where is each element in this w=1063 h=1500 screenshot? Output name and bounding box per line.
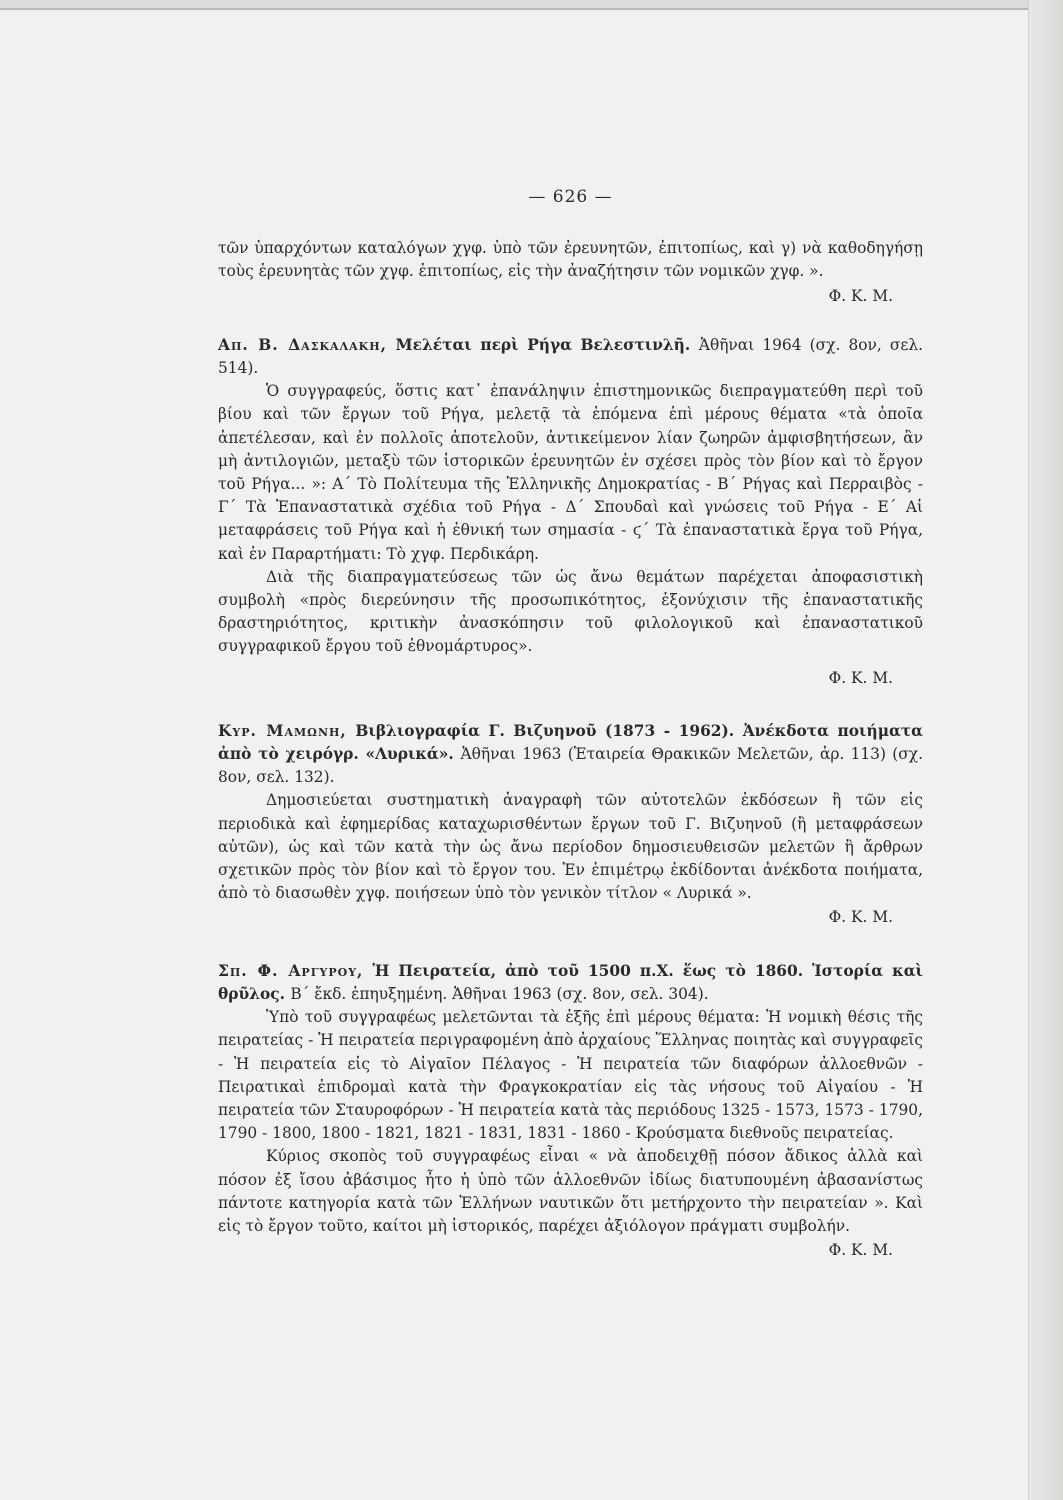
review-details: Ἀθῆναι 1964 (σχ. 8ον, σελ. 514). <box>218 335 924 378</box>
review-paragraph: Διὰ τῆς διαπραγματεύσεως τῶν ὡς ἄνω θεμάτων παρέχεται ἀποφασιστικὴ συμβολὴ «πρὸς διερεύνησιν τῆς προσωπικότητος, ἐξονύχισιν τῆς ἐπαναστατικῆς δραστηριότητος, κριτικὴν ἀνασκόπησιν τοῦ φιλολογικοῦ καὶ ἐπαναστατικοῦ συγγραφικοῦ ἔργου τοῦ ἐθνομάρτυρος». <box>218 567 923 656</box>
intro-continuation <box>218 237 923 308</box>
page-number: — 626 — <box>528 187 613 207</box>
review-signature: Φ. Κ. Μ. <box>828 908 893 927</box>
review-paragraph: Ὑπὸ τοῦ συγγραφέως μελετῶνται τὰ ἑξῆς ἐπὶ μέρους θέματα: Ἡ νομικὴ θέσις τῆς πειρατείας - Ἡ πειρατεία περιγραφομένη ἀπὸ ἀρχαίους Ἕλληνας ποιητὰς καὶ συγγραφεῖς - Ἡ πειρατεία εἰς τὸ Αἰγαῖον Πέλαγος - Ἡ πειρατεία τῶν διαφόρων ἀλλοεθνῶν - Πειρατικαὶ ἐπιδρομαὶ κατὰ τὴν Φραγκοκρατίαν εἰς τὰς νήσους τοῦ Αἰγαίου - Ἡ πειρατεία τῶν Σταυροφόρων - Ἡ πειρατεία κατὰ τὰς περιόδους 1325 - 1573, 1573 - 1790, 1790 - 1800, 1800 - 1821, 1821 - 1831, 1831 - 1860 - Κρούσματα διεθνοῦς πειρατείας. <box>218 1008 923 1143</box>
review-author: Απ. Β. Δασκαλακη, <box>218 335 387 354</box>
scan-top-edge <box>0 0 1063 10</box>
review-paragraph: Κύριος σκοπὸς τοῦ συγγραφέως εἶναι « νὰ ἀποδειχθῇ πόσον ἄδικος ἀλλὰ καὶ πόσον ἐξ ἴσου ἀβάσιμος ἦτο ἡ ὑπὸ τῶν ἀλλοεθνῶν ἰδίως διατυπουμένη ἀβασανίστως πάντοτε κατηγορία κατὰ τῶν Ἑλλήνων ναυτικῶν ὅτι μετήρχοντο τὴν πειρατείαν ». Καὶ εἰς τὸ ἔργον τοῦτο, καίτοι μὴ ἱστορικός, παρέχει ἀξιόλογον πράγματι συμβολήν. <box>218 1147 923 1235</box>
review-details: Β΄ ἔκδ. ἐπηυξημένη. Ἀθῆναι 1963 (σχ. 8ον, σελ. 304). <box>290 984 709 1003</box>
review-entry <box>218 720 923 930</box>
review-title: Ἡ Πειρατεία, ἀπὸ τοῦ 1500 π.Χ. ἕως τὸ 1860. Ἱστορία καὶ θρῦλος. <box>218 961 923 1003</box>
review-paragraph: Δημοσιεύεται συστηματικὴ ἀναγραφὴ τῶν αὐτοτελῶν ἐκδόσεων ἢ τῶν εἰς περιοδικὰ καὶ ἐφημερίδας καταχωρισθέντων ἔργων τοῦ Γ. Βιζυηνοῦ (ἢ μεταφράσεων αὐτῶν), ὡς καὶ τῶν κατὰ τὴν ὡς ἄνω περίοδον δημοσιευθεισῶν μελετῶν ἢ ἄρθρων σχετικῶν πρὸς τὸν βίον καὶ τὸ ἔργον του. Ἐν ἐπιμέτρῳ ἐκδίδονται ἀνέκδοτα ποιήματα, ἀπὸ τὸ διασωθὲν χγφ. ποιήσεων ὑπὸ τὸν γενικὸν τίτλον « Λυρικά ». <box>218 791 923 903</box>
review-heading <box>218 334 923 380</box>
review-paragraph: Ὁ συγγραφεύς, ὅστις κατ᾽ ἐπανάληψιν ἐπιστημονικῶς διεπραγματεύθη περὶ τοῦ βίου καὶ τῶν ἔργων τοῦ Ρήγα, μελετᾷ τὰ ἑπόμενα ἐπὶ μέρους θέματα «τὰ ὁποῖα ἀπετέλεσαν, καὶ ἐν πολλοῖς ἀποτελοῦν, ἀντικείμενον λίαν ζωηρῶν ἀμφισβητήσεων, ἂν μὴ ἀντιλογιῶν, μεταξὺ τῶν ἱστορικῶν ἐρευνητῶν ἐν σχέσει πρὸς τὸν βίον καὶ τὸ ἔργον τοῦ Ρήγα... »: Α΄ Τὸ Πολίτευμα τῆς Ἑλληνικῆς Δημοκρατίας - Β΄ Ρήγας καὶ Περραιβὸς - Γ΄ Τὰ Ἐπαναστατικὰ σχέδια τοῦ Ρήγα - Δ΄ Σπουδαὶ καὶ γνώσεις τοῦ Ρήγα - Ε΄ Αἱ μεταφράσεις τοῦ Ρήγα καὶ ἡ ἐθνική των σημασία - ϛ΄ Τὰ ἐπαναστατικὰ ἔργα τοῦ Ρήγα, καὶ ἐν Παραρτήματι: Τὸ χγφ. Περδικάρη. <box>218 382 923 563</box>
review-entry <box>218 334 923 690</box>
review-entry <box>218 960 923 1263</box>
review-heading <box>218 960 923 1006</box>
review-author: Σπ. Φ. Αργυρου, <box>218 961 364 980</box>
review-author: Κυρ. Μαμωνη, <box>218 721 347 740</box>
review-details: Ἀθῆναι 1963 (Ἑταιρεία Θρακικῶν Μελετῶν, ἀρ. 113) (σχ. 8ον, σελ. 132). <box>218 745 924 787</box>
review-signature: Φ. Κ. Μ. <box>828 668 893 687</box>
review-title: Βιβλιογραφία Γ. Βιζυηνοῦ (1873 - 1962). Ἀνέκδοτα ποιήματα ἀπὸ τὸ χειρόγρ. «Λυρικά». <box>218 721 924 764</box>
review-signature: Φ. Κ. Μ. <box>828 1241 893 1260</box>
scan-right-edge <box>1028 0 1063 1500</box>
intro-text: τῶν ὑπαρχόντων καταλόγων χγφ. ὑπὸ τῶν ἐρευνητῶν, ἐπιτοπίως, καὶ γ) νὰ καθοδηγήσῃ τοὺς ἐρευνητὰς τῶν χγφ. ἐπιτοπίως, εἰς τὴν ἀναζήτησιν τῶν νομικῶν χγφ. ». <box>218 239 923 281</box>
intro-signature: Φ. Κ. Μ. <box>828 286 893 305</box>
document-page <box>218 186 923 1262</box>
review-title: Μελέται περὶ Ρήγα Βελεστινλῆ. <box>395 335 691 354</box>
review-heading <box>218 720 923 790</box>
